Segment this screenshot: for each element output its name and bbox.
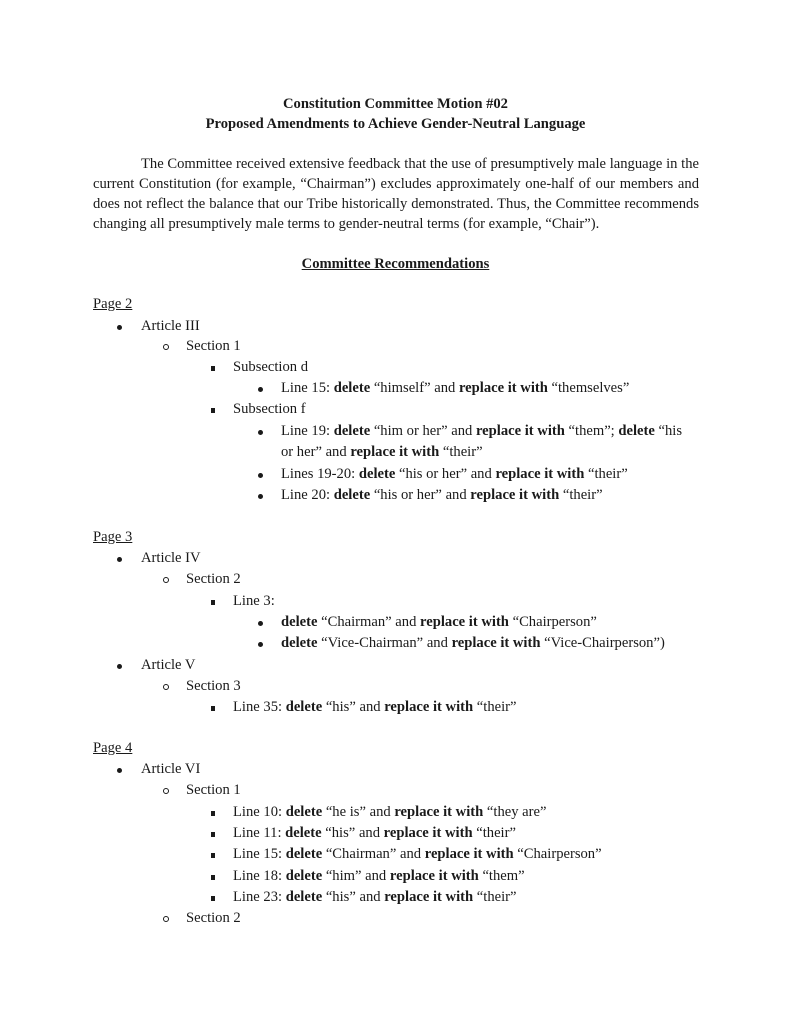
disc-bullet-icon — [117, 549, 122, 567]
amendment-item — [281, 379, 629, 397]
old-term: “him” — [325, 868, 362, 884]
and-word: and — [400, 846, 422, 862]
and-word: and — [451, 423, 473, 439]
line-ref: Line 18: — [233, 868, 283, 884]
amendment-item — [281, 613, 597, 631]
replace-keyword: replace it with — [495, 466, 585, 482]
circle-bullet-icon — [163, 781, 169, 799]
replace-keyword: replace it with — [424, 846, 514, 862]
amendment-item — [233, 803, 546, 821]
new-term: “their” — [588, 466, 628, 482]
square-bullet-icon — [211, 592, 215, 610]
and-word: and — [325, 444, 347, 460]
section-item: Section 1 — [186, 782, 241, 798]
amendment-item — [233, 845, 602, 863]
article-item: Article VI — [141, 761, 201, 777]
replace-keyword: replace it with — [475, 423, 565, 439]
replace-keyword: replace it with — [470, 487, 560, 503]
and-word: and — [470, 466, 492, 482]
old-term: “his” — [325, 889, 356, 905]
delete-keyword: delete — [333, 487, 371, 503]
square-bullet-icon — [211, 803, 215, 821]
amendment-item-continuation — [281, 443, 483, 461]
amendment-item — [281, 486, 603, 504]
old-term: or her” — [281, 444, 322, 460]
disc-bullet-icon — [258, 634, 263, 652]
replace-keyword: replace it with — [383, 825, 473, 841]
new-term: “Vice-Chairperson”) — [544, 635, 665, 651]
and-word: and — [369, 804, 391, 820]
old-term: “Chairman” — [321, 614, 392, 630]
and-word: and — [359, 889, 381, 905]
section-item: Section 3 — [186, 678, 241, 694]
delete-keyword: delete — [285, 868, 323, 884]
section-item: Section 2 — [186, 910, 241, 926]
square-bullet-icon — [211, 358, 215, 376]
document-title: Constitution Committee Motion #02 — [283, 96, 508, 112]
replace-keyword: replace it with — [458, 380, 548, 396]
circle-bullet-icon — [163, 677, 169, 695]
delete-keyword: delete — [333, 380, 371, 396]
subsection-item: Subsection d — [233, 359, 308, 375]
subsection-item: Subsection f — [233, 401, 306, 417]
replace-keyword: replace it with — [350, 444, 440, 460]
delete-keyword: delete — [281, 635, 318, 651]
disc-bullet-icon — [258, 465, 263, 483]
line-ref: Line 11: — [233, 825, 282, 841]
delete-keyword: delete — [281, 614, 318, 630]
line-ref: Line 23: — [233, 889, 283, 905]
circle-bullet-icon — [163, 570, 169, 588]
page-label: Page 3 — [93, 529, 133, 545]
old-term: “him or her” — [373, 423, 448, 439]
new-term: “Chairperson” — [512, 614, 597, 630]
and-word: and — [395, 614, 417, 630]
recommendations-heading: Committee Recommendations — [301, 256, 490, 272]
delete-keyword: delete — [333, 423, 371, 439]
old-term: “Chairman” — [325, 846, 397, 862]
line-ref: Line 15: — [281, 380, 331, 396]
amendment-item — [233, 888, 516, 906]
square-bullet-icon — [211, 845, 215, 863]
amendment-item — [281, 465, 628, 483]
page-label: Page 2 — [93, 296, 133, 312]
delete-keyword: delete — [285, 889, 323, 905]
square-bullet-icon — [211, 824, 215, 842]
delete-keyword: delete — [285, 825, 322, 841]
disc-bullet-icon — [258, 486, 263, 504]
and-word: and — [365, 868, 387, 884]
replace-keyword: replace it with — [394, 804, 484, 820]
replace-keyword: replace it with — [384, 699, 474, 715]
square-bullet-icon — [211, 698, 215, 716]
document-subtitle: Proposed Amendments to Achieve Gender-Neutral Language — [205, 116, 586, 132]
and-word: and — [359, 699, 381, 715]
new-term: “they are” — [486, 804, 547, 820]
amendment-item — [233, 824, 516, 842]
new-term: “themselves” — [551, 380, 630, 396]
article-item: Article III — [141, 318, 200, 334]
and-word: and — [445, 487, 467, 503]
old-term: “his or her” — [398, 466, 468, 482]
square-bullet-icon — [211, 400, 215, 418]
and-word: and — [434, 380, 456, 396]
new-term: “their” — [562, 487, 603, 503]
amendment-item — [281, 634, 665, 652]
square-bullet-icon — [211, 867, 215, 885]
section-item: Section 1 — [186, 338, 241, 354]
old-term: “Vice-Chairman” — [321, 635, 424, 651]
replace-keyword: replace it with — [384, 889, 474, 905]
circle-bullet-icon — [163, 337, 169, 355]
delete-keyword: delete — [285, 804, 323, 820]
delete-keyword: delete — [285, 699, 323, 715]
old-term: “his or her” — [373, 487, 442, 503]
old-term: “his — [658, 423, 683, 439]
old-term: “his” — [325, 699, 356, 715]
disc-bullet-icon — [258, 613, 263, 631]
article-item: Article IV — [141, 550, 201, 566]
line-item: Line 3: — [233, 593, 275, 609]
intro-paragraph: The Committee received extensive feedback that the use of presumptively male language in the current Constitution (for example, “Chairman”) excludes approximately one-half of our members and does not reflect the balance that our Tribe historically demonstrated. Thus, the Committee recommends changing all presumptively male terms to gender-neutral terms (for example, “Chair”). — [93, 156, 699, 232]
square-bullet-icon — [211, 888, 215, 906]
disc-bullet-icon — [117, 317, 122, 335]
new-term: “their” — [442, 444, 483, 460]
new-term: “them” — [482, 868, 525, 884]
page-label: Page 4 — [93, 740, 133, 756]
line-ref: Line 15: — [233, 846, 283, 862]
amendment-item — [233, 867, 525, 885]
disc-bullet-icon — [117, 760, 122, 778]
article-item: Article V — [141, 657, 196, 673]
and-word: and — [426, 635, 448, 651]
and-word: and — [358, 825, 381, 841]
line-ref: Line 20: — [281, 487, 331, 503]
new-term: “their” — [476, 825, 516, 841]
delete-keyword: delete — [285, 846, 323, 862]
delete-keyword: delete — [358, 466, 396, 482]
amendment-item — [281, 422, 682, 440]
new-term: “them”; — [568, 423, 615, 439]
new-term: “Chairperson” — [517, 846, 602, 862]
new-term: “their” — [476, 889, 517, 905]
replace-keyword: replace it with — [451, 635, 541, 651]
line-ref: Line 35: — [233, 699, 283, 715]
section-item: Section 2 — [186, 571, 241, 587]
delete-keyword: delete — [618, 423, 655, 439]
circle-bullet-icon — [163, 909, 169, 927]
line-ref: Lines 19-20: — [281, 466, 356, 482]
replace-keyword: replace it with — [420, 614, 509, 630]
disc-bullet-icon — [117, 656, 122, 674]
replace-keyword: replace it with — [389, 868, 479, 884]
disc-bullet-icon — [258, 422, 263, 440]
line-ref: Line 10: — [233, 804, 283, 820]
disc-bullet-icon — [258, 379, 263, 397]
old-term: “his” — [325, 825, 356, 841]
old-term: “himself” — [373, 380, 431, 396]
amendment-item — [233, 698, 516, 716]
old-term: “he is” — [325, 804, 366, 820]
line-ref: Line 19: — [281, 423, 331, 439]
new-term: “their” — [476, 699, 517, 715]
